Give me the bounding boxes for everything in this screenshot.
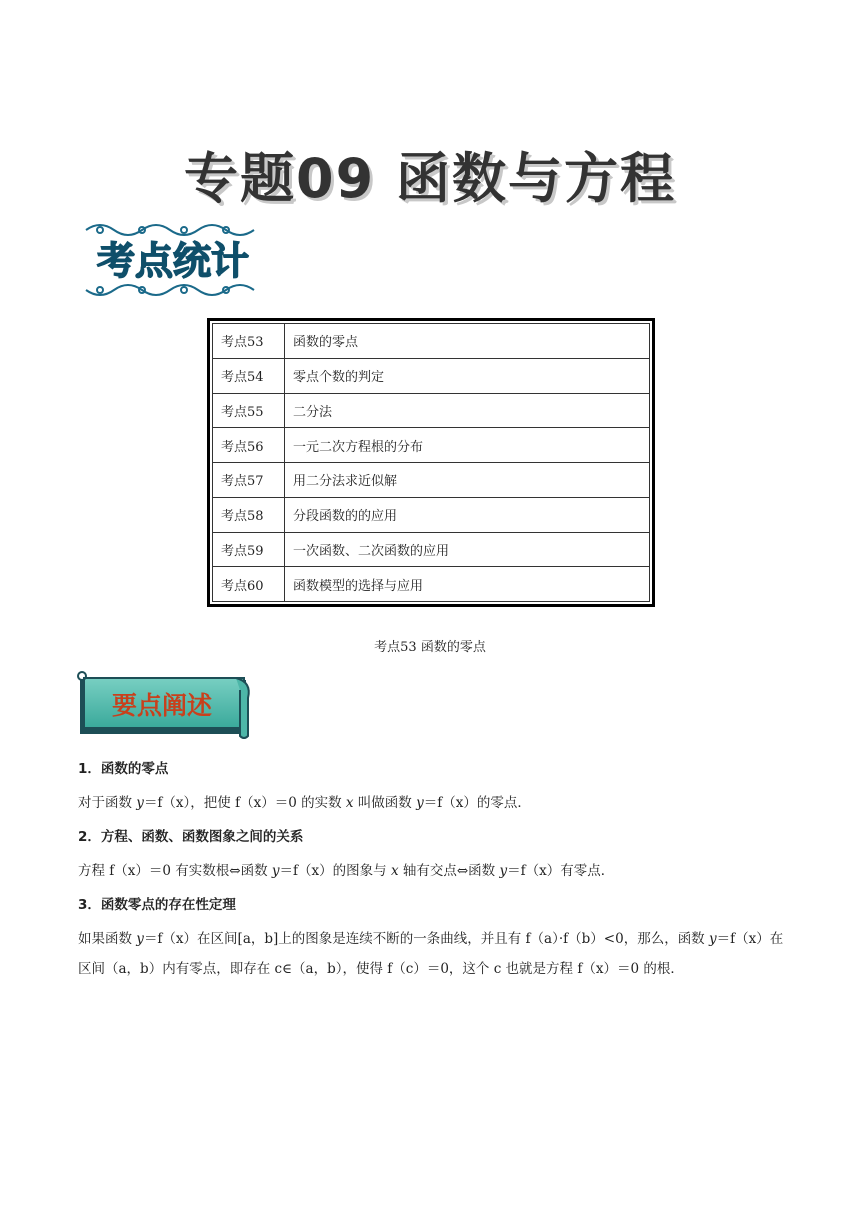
key-points-body [78, 758, 784, 996]
section-heading: 1．函数的零点 [78, 761, 169, 777]
text-segment: ＝f（x）有零点． [507, 863, 615, 879]
math-variable: y [136, 795, 144, 811]
text-segment: 如果函数 [78, 931, 137, 947]
kaodian-name-cell: 零点个数的判定 [285, 358, 650, 393]
kaodian-name-cell: 二分法 [285, 393, 650, 428]
table-row [213, 463, 650, 498]
kaodian-name-cell: 一元二次方程根的分布 [285, 428, 650, 463]
kaodian-name-cell: 分段函数的的应用 [285, 497, 650, 532]
math-variable: y [499, 863, 508, 879]
math-variable: y [416, 795, 424, 811]
math-variable: x [390, 863, 399, 879]
section-heading: 2．方程、函数、函数图象之间的关系 [78, 829, 304, 845]
badge-text: 考点统计 [96, 239, 250, 283]
stats-table [212, 323, 650, 602]
table-row [213, 532, 650, 567]
kaodian-id-cell: 考点57 [213, 463, 285, 498]
kaodian-id-cell: 考点59 [213, 532, 285, 567]
math-variable: y [271, 863, 280, 879]
section-caption: 考点53 函数的零点 [374, 640, 486, 655]
table-row [213, 393, 650, 428]
math-variable: y [708, 931, 717, 947]
table-row [213, 428, 650, 463]
section-paragraph [78, 924, 784, 984]
kaodian-id-cell: 考点54 [213, 358, 285, 393]
kaodian-id-cell: 考点58 [213, 497, 285, 532]
page-title: 专题09 函数与方程 [184, 147, 676, 210]
kaodian-name-cell: 函数模型的选择与应用 [285, 567, 650, 602]
kaodian-id-cell: 考点53 [213, 324, 285, 359]
text-segment: 对于函数 [78, 795, 137, 811]
text-segment: 方程 f（x）＝0 有实数根⇔函数 [78, 863, 272, 879]
math-variable: y [136, 931, 144, 947]
kaodian-id-cell: 考点55 [213, 393, 285, 428]
text-segment: ＝f（x）的零点． [423, 795, 531, 811]
text-segment: 叫做函数 [353, 795, 417, 811]
kaodian-name-cell: 用二分法求近似解 [285, 463, 650, 498]
text-segment: ＝f（x）在区间（a，b）内有零点，即存在 c∈（a，b），使得 f（c）＝0，这个 c 也就是方程 f（x）＝0 的根． [78, 931, 784, 977]
table-row [213, 324, 650, 359]
kaodian-name-cell: 函数的零点 [285, 324, 650, 359]
yaodian-chanshu-badge [76, 670, 254, 742]
text-segment: 轴有交点⇔函数 [398, 863, 500, 879]
table-row [213, 567, 650, 602]
kaodian-id-cell: 考点60 [213, 567, 285, 602]
section-heading: 3．函数零点的存在性定理 [78, 897, 236, 913]
text-segment: ＝f（x）在区间[a，b]上的图象是连续不断的一条曲线，并且有 f（a）·f（b）<0，那么，函数 [143, 931, 709, 947]
ornament-bottom-border [86, 285, 254, 295]
table-row [213, 497, 650, 532]
ornament-top-border [86, 225, 254, 235]
kaodian-tongji-badge [80, 220, 266, 300]
math-variable: x [345, 795, 354, 811]
table-row [213, 358, 650, 393]
text-segment: ＝f（x），把使 f（x）＝0 的实数 [143, 795, 346, 811]
kaodian-name-cell: 一次函数、二次函数的应用 [285, 532, 650, 567]
section-paragraph [78, 860, 784, 882]
text-segment: ＝f（x）的图象与 [279, 863, 391, 879]
section-paragraph [78, 792, 784, 814]
kaodian-id-cell: 考点56 [213, 428, 285, 463]
badge-text: 要点阐述 [111, 691, 213, 720]
stats-table-frame [207, 318, 655, 607]
